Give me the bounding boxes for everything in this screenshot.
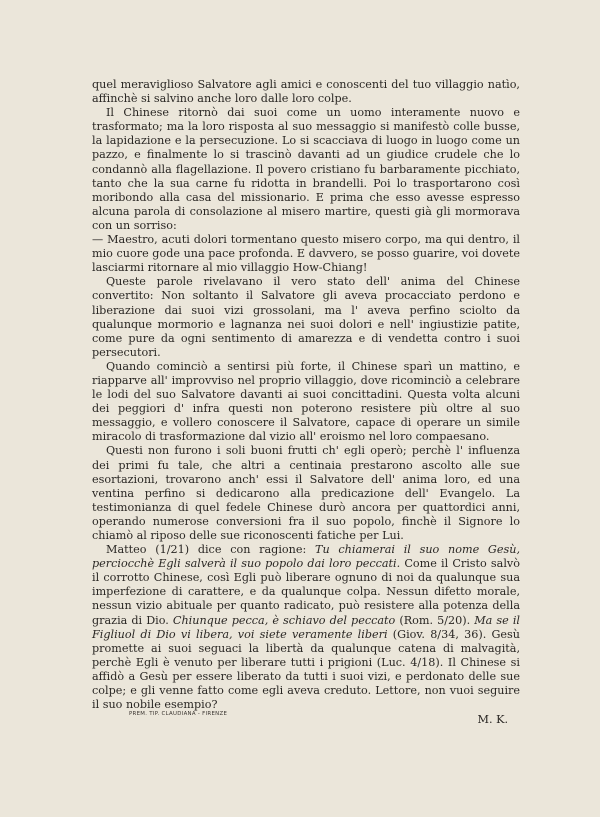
signature: M. K. [477,713,508,727]
paragraph [92,233,520,275]
italic-quote: Tu chiamerai il suo nome Gesù, perciocchè Egli salverà il suo popolo dai loro peccati. [92,543,520,571]
italic-quote: Ma se il Figliuol di Dio vi libera, voi siete veramente liberi [92,613,521,641]
paragraph [92,275,520,360]
text-run: Questi non furono i soli buoni frutti ch' egli operò; perchè l' influenza dei primi fu tale, che altri a centinaia prestarono ascolto alle sue esortazioni, trovarono anch' essi il Salvatore dell' anima loro, ed una ventina perfino si dedicarono alla predicazione dell' Evangelo. La testimonianza di quel fedele Chinese durò ancora per quattordici anni, operando numerose conversioni fra il suo popolo, finchè il Signore lo chiamò al riposo delle sue riconoscenti fatiche per Lui. [92,444,520,542]
text-run: Matteo (1/21) dice con ragione: [106,543,315,557]
paragraph [92,360,520,445]
text-run: quel meraviglioso Salvatore agli amici e conoscenti del tuo villaggio natìo, affinchè si salvino anche loro dalle loro colpe. [92,78,520,106]
paragraph [92,78,520,106]
paragraph [92,106,520,233]
text-run: Queste parole rivelavano il vero stato dell' anima del Chinese convertito: Non soltanto il Salvatore gli aveva procacciato perdono e liberazione dai suoi vizi grossolani, ma l' aveva perfino sciolto da qualunque mormorio e lagnanza nei suoi dolori e nell' ingiustizie patite, come pure da ogni sentimento di amarezza e di vendetta contro i suoi persecutori. [92,275,520,359]
paragraph [92,543,520,712]
text-run: Come il Cristo salvò il corrotto Chinese, così Egli può liberare ognuno di noi da qualunque sua imperfezione di carattere, e da qualunque colpa. Nessun difetto morale, nessun vizio abituale per quanto radicato, può resistere alla potenza della grazia di Dio. [92,557,520,627]
printer-imprint: PREM. TIP. CLAUDIANA - FIRENZE [129,711,228,717]
text-run: Il Chinese ritornò dai suoi come un uomo interamente nuovo e trasformato; ma la loro risposta al suo messaggio si manifestò colle busse, la lapidazione e la persecuzione. Lo si scacciava di luogo in luogo come un pazzo, e finalmente lo si trascinò davanti ad un giudice crudele che lo condannò alla flagellazione. Il povero cristiano fu barbaramente picchiato, tanto che la sua carne fu ridotta in brandelli. Poi lo trasportarono così moribondo alla casa del missionario. E prima che esso avesse espresso alcuna parola di consolazione al misero martire, questi già gli mormorava con un sorriso: [92,106,520,232]
text-run: (Giov. 8/34, 36). Gesù promette ai suoi seguaci la libertà da qualunque catena di malvagità, perchè Egli è venuto per liberare tutti i prigioni (Luc. 4/18). Il Chinese si affidò a Gesù per essere liberato da tutti i suoi vizi, e perdonato delle sue colpe; e gli venne fatto come egli aveva creduto. Lettore, non vuoi seguire il suo nobile esempio? [92,627,521,712]
italic-quote: Chiunque pecca, è schiavo del peccato [172,613,396,627]
body-text [92,78,520,727]
paragraph [92,444,520,543]
text-run: — Maestro, acuti dolori tormentano questo misero corpo, ma qui dentro, il mio cuore gode una pace profonda. E davvero, se posso guarire, voi dovete lasciarmi ritornare al mio villaggio How-Chiang! [92,233,520,275]
text-run: Quando cominciò a sentirsi più forte, il Chinese sparì un mattino, e riapparve all' improvviso nel proprio villaggio, dove ricominciò a celebrare le lodi del suo Salvatore davanti ai suoi concittadini. Questa volta alcuni dei peggiori d' infra questi non poterono resistere più oltre al suo messaggio, e vollero conoscere il Salvatore, capace di operare un simile miracolo di trasformazione dal vizio all' eroismo nel loro compaesano. [92,359,520,444]
text-run: (Rom. 5/20). [395,613,475,627]
